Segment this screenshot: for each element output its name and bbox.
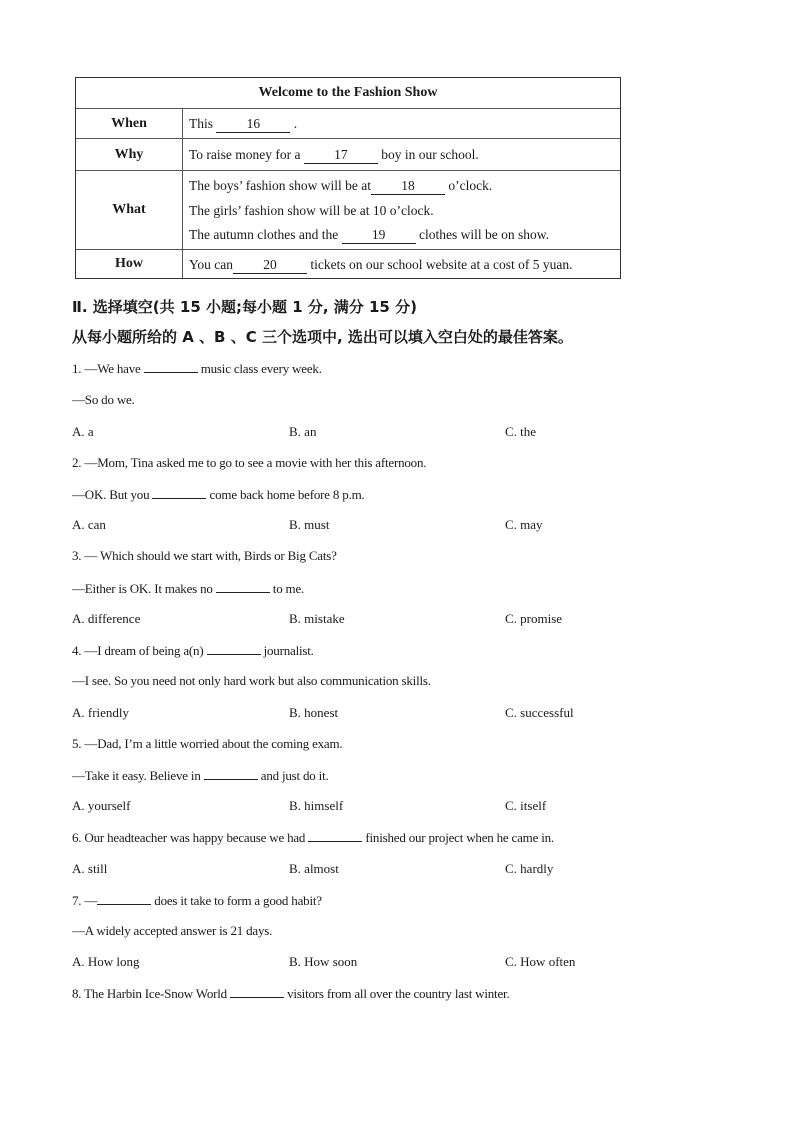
question-3-reply: —Either is OK. It makes no to me.: [72, 581, 305, 596]
table-row-what: What The boys’ fashion show will be at 18 o’clock. The girls’ fashion show will be at 10 o’clock. The autumn clothes and the 19 clothes will be on show.: [76, 171, 620, 250]
answer-blank: [152, 486, 206, 499]
answer-blank: [204, 767, 258, 780]
section-instruction: 从每小题所给的 A 、B 、C 三个选项中, 选出可以填入空白处的最佳答案。: [72, 328, 573, 346]
option-b: B. must: [289, 517, 330, 532]
question-3: 3. — Which should we start with, Birds or Big Cats?: [72, 548, 337, 563]
answer-blank: [308, 829, 362, 842]
option-c: C. the: [505, 424, 537, 439]
option-a: A. friendly: [72, 705, 130, 720]
question-8: 8. The Harbin Ice-Snow World visitors from all over the country last winter.: [72, 986, 510, 1001]
answer-blank: [230, 985, 284, 998]
answer-blank-16: 16: [216, 116, 290, 133]
option-a: A. can: [72, 517, 106, 532]
option-b: B. honest: [289, 705, 339, 720]
question-5-reply: —Take it easy. Believe in and just do it.: [72, 768, 329, 783]
question-6: 6. Our headteacher was happy because we had finished our project when he came in.: [72, 830, 554, 845]
question-5: 5. —Dad, I’m a little worried about the coming exam.: [72, 736, 343, 751]
question-7: 7. — does it take to form a good habit?: [72, 893, 322, 908]
answer-blank-18: 18: [371, 178, 445, 195]
question-4: 4. —I dream of being a(n) journalist.: [72, 643, 314, 658]
option-b: B. How soon: [289, 954, 358, 969]
option-b: B. an: [289, 424, 317, 439]
option-a: A. yourself: [72, 798, 131, 813]
option-a: A. difference: [72, 611, 141, 626]
question-2: 2. —Mom, Tina asked me to go to see a movie with her this afternoon.: [72, 455, 427, 470]
option-c: C. promise: [505, 611, 563, 626]
option-a: A. still: [72, 861, 108, 876]
option-b: B. himself: [289, 798, 344, 813]
option-c: C. successful: [505, 705, 574, 720]
answer-blank: [144, 360, 198, 373]
question-1: 1. —We have music class every week.: [72, 361, 322, 376]
option-c: C. itself: [505, 798, 547, 813]
question-7-reply: —A widely accepted answer is 21 days.: [72, 923, 273, 938]
option-c: C. How often: [505, 954, 576, 969]
row-label: When: [76, 109, 183, 138]
option-c: C. may: [505, 517, 543, 532]
answer-blank-17: 17: [304, 147, 378, 164]
section-heading: Ⅱ. 选择填空(共 15 小题;每小题 1 分, 满分 15 分): [72, 298, 417, 316]
fashion-show-table: [75, 77, 621, 279]
table-row-how: How You can 20 tickets on our school website at a cost of 5 yuan.: [76, 250, 620, 278]
option-c: C. hardly: [505, 861, 554, 876]
answer-blank-20: 20: [233, 257, 307, 274]
question-4-reply: —I see. So you need not only hard work but also communication skills.: [72, 673, 431, 688]
table-title: Welcome to the Fashion Show: [76, 78, 620, 109]
row-label: How: [76, 250, 183, 278]
question-2-reply: —OK. But you come back home before 8 p.m.: [72, 487, 365, 502]
answer-blank: [97, 892, 151, 905]
option-a: A. How long: [72, 954, 140, 969]
option-a: A. a: [72, 424, 94, 439]
answer-blank: [207, 642, 261, 655]
table-row-when: When This 16 .: [76, 109, 620, 139]
answer-blank-19: 19: [342, 227, 416, 244]
question-1-reply: —So do we.: [72, 392, 135, 407]
row-label: Why: [76, 139, 183, 170]
option-b: B. mistake: [289, 611, 345, 626]
row-label: What: [76, 171, 183, 249]
option-b: B. almost: [289, 861, 339, 876]
table-row-why: Why To raise money for a 17 boy in our school.: [76, 139, 620, 171]
answer-blank: [216, 580, 270, 593]
